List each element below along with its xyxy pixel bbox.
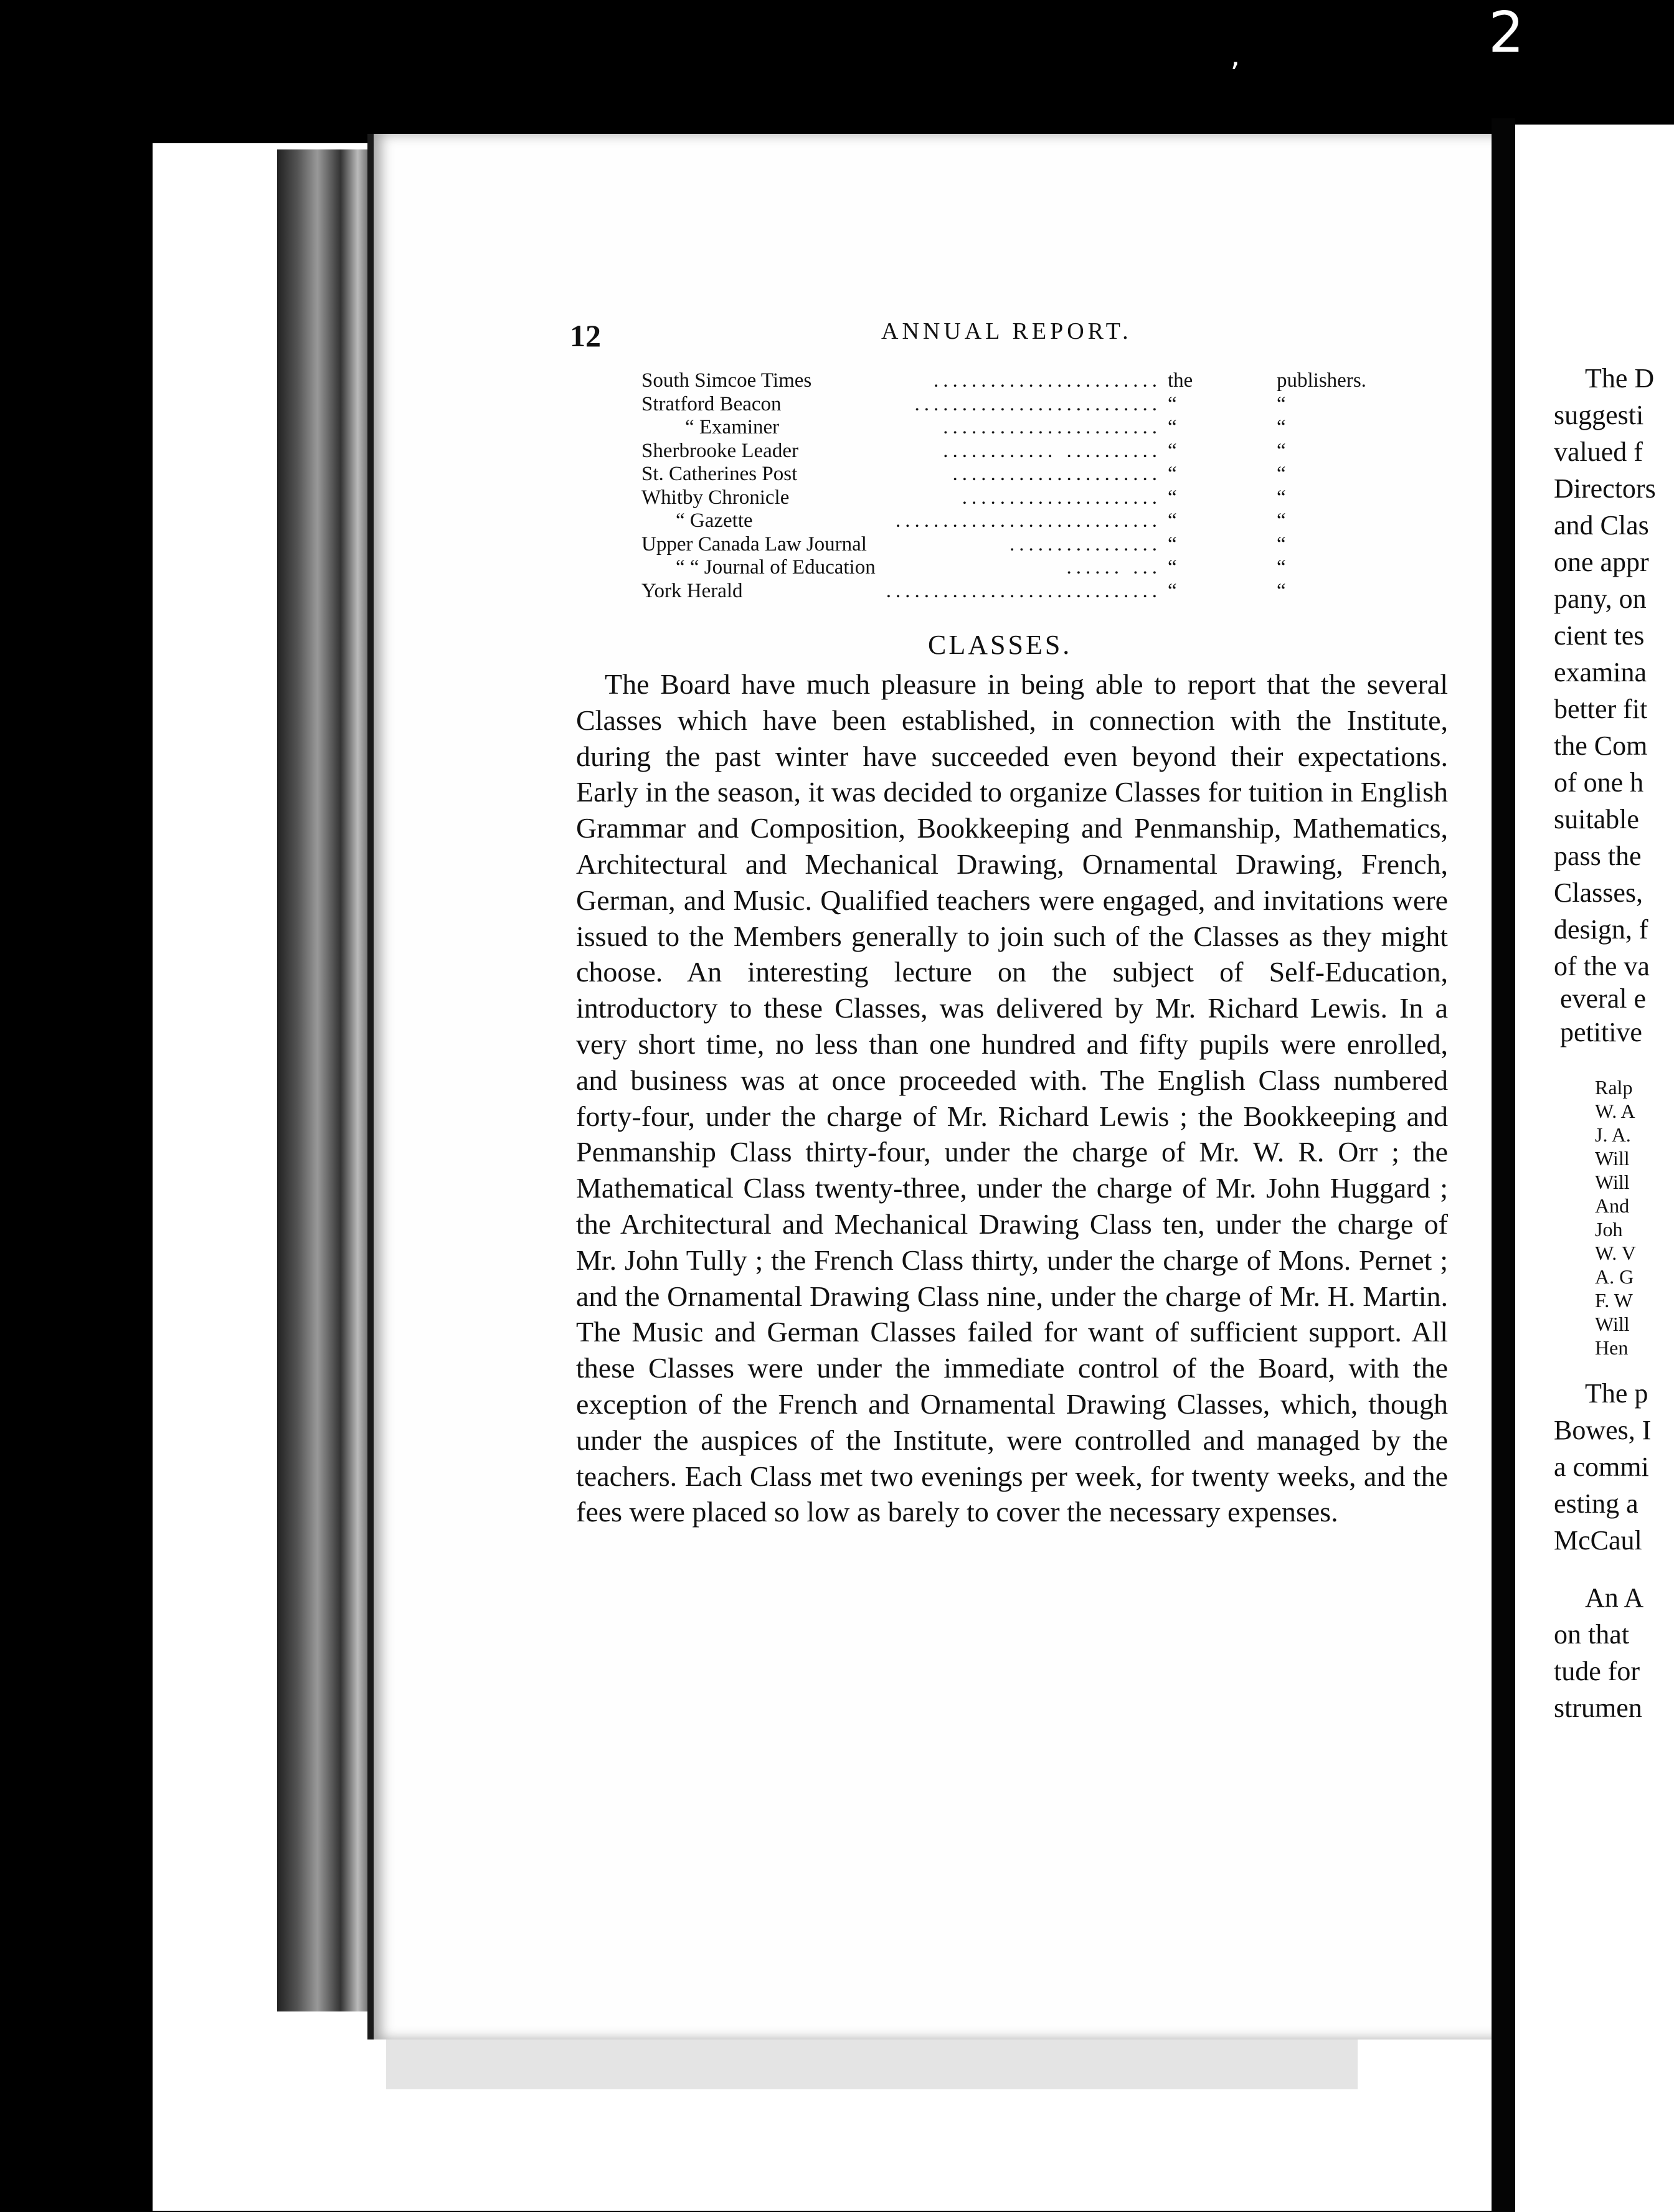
- column-two: “: [1277, 392, 1286, 415]
- publication-name: Sherbrooke Leader: [641, 439, 798, 462]
- right-page-line: pany, on: [1554, 584, 1647, 614]
- right-page-line: of the va: [1554, 951, 1650, 981]
- right-page-name: A. G: [1595, 1265, 1634, 1288]
- column-two: “: [1277, 486, 1286, 509]
- list-item: [641, 509, 1339, 533]
- right-page-line: esting a: [1554, 1488, 1639, 1519]
- right-page-line: cient tes: [1554, 620, 1645, 651]
- column-two: “: [1277, 509, 1286, 532]
- publication-name: St. Catherines Post: [641, 463, 798, 485]
- leader-dots: ......................: [952, 463, 1161, 485]
- column-one: “: [1168, 579, 1177, 602]
- publication-name: “ “ Journal of Education: [676, 556, 876, 579]
- right-page-line: one appr: [1554, 547, 1649, 577]
- leader-dots: .............................: [886, 579, 1161, 602]
- right-page-name: W. V: [1595, 1242, 1636, 1264]
- running-head-title: ANNUAL REPORT.: [881, 318, 1132, 344]
- column-two: “: [1277, 532, 1286, 555]
- list-item: [641, 369, 1366, 393]
- column-one: “: [1168, 416, 1177, 438]
- column-one: “: [1168, 439, 1177, 462]
- leader-dots: .......................: [943, 416, 1161, 438]
- right-page-line: the Com: [1554, 730, 1648, 761]
- right-page-line: The D: [1585, 363, 1655, 394]
- right-page-name: J. A.: [1595, 1123, 1631, 1146]
- right-page-name: Ralp: [1595, 1076, 1633, 1099]
- right-page-name: Will: [1595, 1313, 1630, 1335]
- page-bottom-shade: [386, 2039, 1358, 2089]
- leader-dots: .....................: [962, 486, 1161, 509]
- right-page-line: The p: [1585, 1378, 1648, 1409]
- list-item: [641, 533, 1339, 557]
- right-page-name: And: [1595, 1194, 1630, 1217]
- column-one: “: [1168, 392, 1177, 415]
- right-page-line: of one h: [1554, 767, 1644, 798]
- scan-mark-number: 2: [1488, 0, 1525, 65]
- right-page-line: Classes,: [1554, 877, 1643, 908]
- right-page-line: a commi: [1554, 1452, 1649, 1482]
- publication-name: Stratford Beacon: [641, 392, 782, 415]
- publication-name: South Simcoe Times: [641, 369, 812, 392]
- column-one: “: [1168, 463, 1177, 485]
- column-two: “: [1277, 416, 1286, 438]
- right-page: [1515, 125, 1674, 2212]
- column-two: “: [1277, 463, 1286, 485]
- right-page-name: Hen: [1595, 1336, 1629, 1359]
- list-item: [641, 463, 1339, 486]
- column-two: “: [1277, 579, 1286, 602]
- list-item: [641, 486, 1339, 510]
- body-text: [576, 666, 1448, 1530]
- right-page-line: tude for: [1554, 1656, 1640, 1686]
- right-page-line: pass the: [1554, 841, 1642, 871]
- column-two: “: [1277, 439, 1286, 462]
- scan-mark-tick: ’: [1230, 56, 1240, 92]
- column-one: “: [1168, 532, 1177, 555]
- right-page-line: petitive: [1560, 1017, 1642, 1047]
- right-page-line: McCaul: [1554, 1525, 1642, 1556]
- list-item: [641, 556, 1339, 580]
- publication-name: Whitby Chronicle: [641, 486, 790, 509]
- right-page-name: F. W: [1595, 1289, 1633, 1312]
- right-page-line: suggesti: [1554, 400, 1644, 430]
- publications-list: [641, 369, 1366, 603]
- page-number: 12: [570, 318, 601, 353]
- right-page-line: everal e: [1560, 983, 1646, 1014]
- publication-name: “ Examiner: [685, 416, 780, 438]
- publication-name: Upper Canada Law Journal: [641, 532, 867, 555]
- right-page-name: Will: [1595, 1171, 1630, 1193]
- right-page-line: An A: [1585, 1582, 1644, 1613]
- right-page-name: Joh: [1595, 1218, 1623, 1241]
- right-page-line: Bowes, I: [1554, 1415, 1652, 1445]
- list-item: [641, 580, 1339, 603]
- leader-dots: ............................: [896, 509, 1161, 532]
- section-heading: CLASSES.: [928, 630, 1072, 660]
- column-one: the: [1168, 369, 1193, 392]
- right-page-line: examina: [1554, 657, 1647, 688]
- right-page-line: better fit: [1554, 694, 1648, 724]
- right-page-line: strumen: [1554, 1693, 1642, 1723]
- column-one: “: [1168, 509, 1177, 532]
- right-page-line: valued f: [1554, 437, 1643, 467]
- right-page-name: W. A: [1595, 1100, 1635, 1122]
- column-one: “: [1168, 556, 1177, 579]
- right-page-line: suitable: [1554, 804, 1639, 834]
- leader-dots: ............ ..........: [943, 439, 1161, 462]
- leader-dots: ................: [1010, 532, 1161, 555]
- leader-dots: ..........................: [914, 392, 1161, 415]
- right-page-line: Directors: [1554, 473, 1656, 504]
- paragraph: The Board have much pleasure in being able to report that the several Classes which have been established, in connection with the Institute, during the past winter have succeeded even beyond their expectations. Early in the season, it was decided to organize Classes for tuition in English Grammar and Composition, Bookkeeping and Penmanship, Mathematics, Architectural and Mechanical Drawing, Ornamental Drawing, French, German, and Music. Qualified teachers were engaged, and invitations were issued to the Members generally to join such of the Classes as they might choose. An interesting lecture on the subject of Self-Education, introductory to these Classes, was delivered by Mr. Richard Lewis. In a very short time, no less than one hundred and fifty pupils were enrolled, and business was at once proceeded with. The English Class numbered forty-four, under the charge of Mr. Richard Lewis ; the Bookkeeping and Penmanship Class thirty-four, under the charge of Mr. W. R. Orr ; the Mathematical Class twenty-three, under the charge of Mr. John Huggard ; the Architectural and Mechanical Drawing Class ten, under the charge of Mr. John Tully ; the French Class thirty, under the charge of Mons. Pernet ; and the Ornamental Drawing Class nine, under the charge of Mr. H. Martin. The Music and German Classes failed for want of sufficient support. All these Classes were under the immediate control of the Board, with the exception of the French and Ornamental Drawing Classes, which, though under the auspices of the Institute, were controlled and managed by the teachers. Each Class met two evenings per week, for twenty weeks, and the fees were placed so low as barely to cover the necessary expenses.: [576, 668, 1448, 1528]
- book-gutter: [1492, 118, 1515, 2212]
- list-item: [641, 416, 1339, 440]
- list-item: [641, 393, 1339, 417]
- column-one: “: [1168, 486, 1177, 509]
- list-item: [641, 440, 1339, 463]
- column-two: publishers.: [1277, 369, 1366, 392]
- right-page-name: Will: [1595, 1147, 1630, 1170]
- right-page-line: on that: [1554, 1619, 1629, 1650]
- right-page-line: and Clas: [1554, 510, 1649, 541]
- publication-name: “ Gazette: [676, 509, 753, 532]
- leader-dots: ...... ...: [1066, 556, 1161, 579]
- right-page-line: design, f: [1554, 914, 1648, 945]
- column-two: “: [1277, 556, 1286, 579]
- publication-name: York Herald: [641, 579, 743, 602]
- leader-dots: ........................: [934, 369, 1161, 392]
